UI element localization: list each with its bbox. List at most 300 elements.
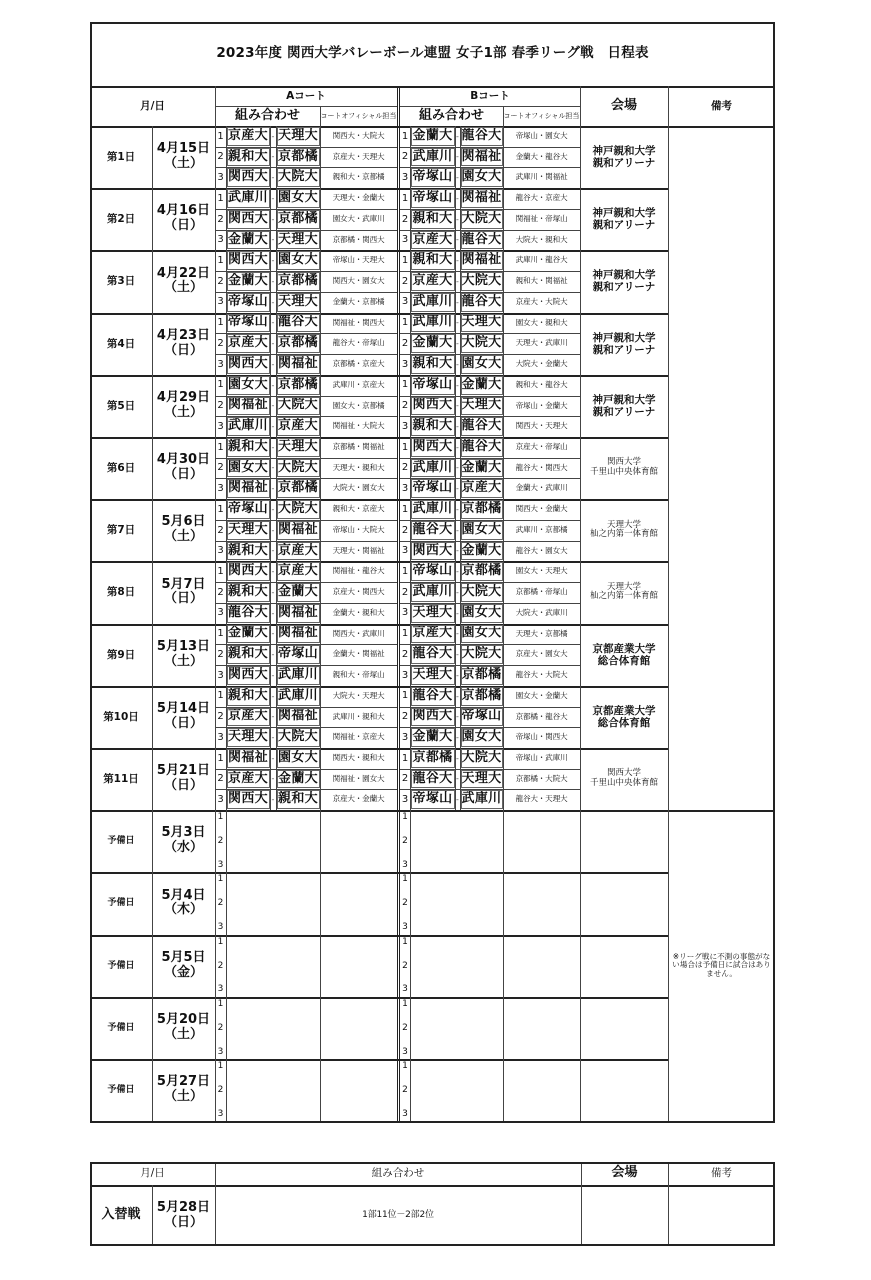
- match-number: 3: [217, 1108, 224, 1119]
- team-home: 武庫川: [228, 418, 268, 434]
- vs-dash: -: [271, 297, 275, 307]
- match-number: 2: [217, 773, 224, 785]
- team-home: 金蘭大: [228, 231, 268, 247]
- match-number: 3: [401, 420, 409, 432]
- team-home: 関西大: [412, 397, 453, 413]
- team-away: 京都橘: [461, 501, 502, 517]
- match-number: 2: [217, 898, 224, 909]
- team-home: 親和大: [412, 355, 453, 371]
- team-away: 関福祉: [278, 708, 318, 724]
- team-home: 関西大: [228, 169, 268, 185]
- match-number: 1: [217, 874, 224, 885]
- court-official: 京都橘・京産大: [332, 359, 385, 369]
- weekday-text: （日）: [163, 778, 203, 794]
- match-number: 1: [217, 192, 224, 204]
- court-official: 大院大・天理大: [332, 690, 385, 700]
- team-home: 親和大: [412, 252, 453, 268]
- team-home: 武庫川: [412, 584, 453, 600]
- vs-dash: -: [271, 774, 275, 784]
- court-official: 親和大・関福祉: [515, 276, 568, 286]
- reserve-day-label: 予備日: [107, 1022, 135, 1033]
- date-text: 5月3日: [161, 825, 206, 841]
- team-away: 大院大: [461, 584, 502, 600]
- court-official: 関西大・金蘭大: [515, 504, 568, 514]
- court-official: 京都橘・大院大: [515, 773, 568, 783]
- team-away: 園女大: [461, 729, 502, 745]
- match-number: 1: [401, 255, 409, 266]
- vs-dash: -: [456, 442, 459, 452]
- team-away: 園女大: [278, 749, 318, 765]
- team-home: 親和大: [412, 210, 453, 226]
- team-home: 帝塚山: [412, 190, 453, 206]
- team-away: 関福祉: [278, 355, 318, 371]
- team-home: 帝塚山: [412, 480, 453, 496]
- match-number: 1: [402, 1061, 408, 1071]
- team-home: 帝塚山: [412, 791, 453, 807]
- vs-dash: -: [271, 546, 275, 556]
- vs-dash: -: [271, 753, 275, 763]
- match-number: 2: [401, 586, 409, 598]
- team-away: 帝塚山: [461, 708, 502, 724]
- court-official: 関西大・親和大: [332, 753, 385, 762]
- match-number: 1: [217, 441, 224, 453]
- match-number: 1: [217, 255, 224, 266]
- match-number: 1: [401, 752, 409, 764]
- team-away: 園女大: [461, 521, 502, 537]
- match-number: 2: [217, 836, 224, 847]
- match-day-label: 第10日: [103, 710, 139, 723]
- match-number: 1: [217, 812, 224, 823]
- vs-dash: -: [271, 504, 275, 514]
- match-day-label: 第9日: [106, 648, 136, 661]
- match-number: 2: [401, 337, 409, 349]
- team-away: 大院大: [461, 646, 502, 662]
- match-number: 1: [217, 503, 224, 515]
- match-day-label: 第8日: [106, 586, 136, 599]
- schedule-table-frame: [90, 22, 775, 1123]
- vs-dash: -: [456, 525, 459, 535]
- vs-dash: -: [271, 733, 275, 743]
- team-away: 武庫川: [278, 687, 318, 703]
- court-official: 京都橘・龍谷大: [515, 711, 568, 721]
- header-notes: 備考: [711, 99, 732, 112]
- team-away: 京都橘: [278, 376, 318, 392]
- vs-dash: -: [456, 131, 459, 141]
- match-number: 1: [217, 628, 224, 640]
- weekday-text: （日）: [163, 218, 203, 234]
- team-home: 京産大: [228, 770, 268, 786]
- team-home: 武庫川: [412, 459, 453, 475]
- court-official: 親和大・京都橘: [332, 172, 385, 182]
- court-official: 武庫川・京都橘: [515, 524, 568, 534]
- vs-dash: -: [456, 567, 459, 577]
- match-number: 3: [401, 545, 409, 557]
- court-official: 龍谷大・帝塚山: [332, 338, 385, 348]
- team-home: 龍谷大: [412, 521, 453, 537]
- court-official: 京都橘・関福祉: [332, 442, 385, 451]
- team-home: 龍谷大: [412, 687, 453, 703]
- vs-dash: -: [456, 608, 459, 618]
- team-away: 大院大: [278, 169, 318, 185]
- vs-dash: -: [456, 152, 459, 162]
- court-official: 武庫川・龍谷大: [515, 255, 568, 265]
- match-number: 2: [402, 960, 408, 971]
- match-number: 3: [402, 984, 408, 995]
- team-away: 京都橘: [278, 148, 318, 164]
- match-number: 2: [402, 1084, 408, 1095]
- court-official: 京都橘・帝塚山: [515, 587, 568, 597]
- team-away: 天理大: [278, 293, 318, 309]
- match-number: 3: [217, 358, 224, 370]
- venue-line: 神戸親和大学: [592, 331, 656, 344]
- team-away: 園女大: [461, 355, 502, 371]
- team-home: 関西大: [412, 438, 453, 454]
- team-away: 京産大: [278, 542, 318, 558]
- vs-dash: -: [456, 297, 459, 307]
- court-official: 園女大・京都橘: [332, 400, 385, 410]
- court-official: 天理大・関福祉: [332, 545, 385, 555]
- match-number: 3: [217, 794, 224, 806]
- court-official: 金蘭大・親和大: [332, 607, 385, 617]
- team-away: 龍谷大: [461, 418, 502, 434]
- match-number: 3: [402, 860, 408, 871]
- date-text: 4月22日: [156, 265, 211, 281]
- reserve-day-label: 予備日: [107, 960, 135, 971]
- venue-line: 親和アリーナ: [592, 405, 656, 418]
- team-away: 大院大: [461, 273, 502, 289]
- team-away: 大院大: [278, 729, 318, 745]
- team-home: 親和大: [228, 687, 268, 703]
- court-official: 京産大・園女大: [515, 649, 568, 659]
- team-away: 京都橘: [278, 480, 318, 496]
- court-official: 帝塚山・大院大: [332, 524, 385, 534]
- match-number: 1: [402, 874, 408, 885]
- team-home: 金蘭大: [412, 729, 453, 745]
- team-home: 天理大: [412, 666, 453, 682]
- match-number: 2: [401, 275, 409, 287]
- header-a-matchup: 組み合わせ: [234, 107, 300, 123]
- match-number: 1: [217, 566, 224, 577]
- match-number: 3: [217, 545, 224, 557]
- match-number: 3: [401, 669, 409, 681]
- team-away: 関福祉: [461, 252, 502, 268]
- court-official: 天理大・親和大: [332, 462, 385, 472]
- team-home: 親和大: [412, 418, 453, 434]
- vs-dash: -: [456, 276, 459, 286]
- team-away: 京都橘: [461, 666, 502, 682]
- venue-line: 京都産業大学: [592, 704, 656, 717]
- court-official: 関福祉・関西大: [332, 317, 385, 327]
- vs-dash: -: [271, 214, 275, 224]
- team-away: 園女大: [461, 169, 502, 185]
- team-home: 関福祉: [228, 749, 268, 765]
- vs-dash: -: [456, 339, 459, 349]
- weekday-text: （日）: [163, 342, 203, 358]
- team-away: 大院大: [278, 501, 318, 517]
- team-home: 龍谷大: [412, 646, 453, 662]
- match-number: 3: [401, 172, 409, 184]
- weekday-text: （水）: [163, 840, 203, 856]
- match-day-label: 第1日: [106, 151, 136, 164]
- court-official: 金蘭大・武庫川: [515, 483, 568, 493]
- court-official: 龍谷大・京産大: [515, 193, 568, 203]
- playoff-matchup: 1部11位－2部2位: [362, 1210, 434, 1221]
- court-official: 帝塚山・関西大: [515, 732, 568, 742]
- vs-dash: -: [456, 774, 459, 784]
- match-number: 1: [217, 130, 224, 142]
- team-home: 帝塚山: [412, 376, 453, 392]
- date-text: 5月14日: [156, 700, 211, 716]
- match-number: 3: [401, 483, 409, 495]
- venue-line: 神戸親和大学: [592, 207, 656, 220]
- court-official: 大院大・武庫川: [515, 607, 568, 617]
- venue-line: 親和アリーナ: [592, 343, 656, 356]
- team-home: 京産大: [228, 335, 268, 351]
- page-title: 2023年度 関西大学バレーボール連盟 女子1部 春季リーグ戦 日程表: [216, 45, 649, 62]
- team-away: 関福祉: [278, 521, 318, 537]
- match-day-label: 第5日: [106, 399, 136, 412]
- court-official: 京産大・関西大: [332, 587, 385, 597]
- vs-dash: -: [271, 318, 275, 328]
- court-official: 親和大・龍谷大: [515, 379, 568, 389]
- vs-dash: -: [271, 650, 275, 660]
- team-away: 龍谷大: [278, 314, 318, 330]
- court-official: 帝塚山・天理大: [332, 255, 385, 265]
- team-home: 親和大: [228, 542, 268, 558]
- match-number: 3: [217, 669, 224, 681]
- match-number: 1: [217, 936, 224, 947]
- vs-dash: -: [456, 795, 459, 805]
- team-home: 天理大: [412, 604, 453, 620]
- team-away: 京都橘: [278, 273, 318, 289]
- court-official: 園女大・天理大: [515, 566, 568, 576]
- vs-dash: -: [271, 339, 275, 349]
- team-away: 天理大: [278, 231, 318, 247]
- court-official: 帝塚山・金蘭大: [515, 400, 568, 410]
- venue-line: 神戸親和大学: [592, 269, 656, 282]
- match-number: 3: [401, 296, 409, 308]
- vs-dash: -: [271, 131, 275, 141]
- team-away: 龍谷大: [461, 127, 502, 143]
- date-text: 5月13日: [156, 638, 211, 654]
- vs-dash: -: [271, 712, 275, 722]
- vs-dash: -: [271, 152, 275, 162]
- team-home: 関福祉: [228, 480, 268, 496]
- match-number: 3: [217, 607, 224, 619]
- team-home: 京都橘: [412, 749, 453, 765]
- team-away: 天理大: [461, 314, 502, 330]
- team-away: 大院大: [461, 210, 502, 226]
- match-number: 2: [401, 773, 409, 785]
- match-number: 1: [401, 130, 409, 142]
- match-number: 3: [401, 731, 409, 743]
- match-number: 3: [217, 420, 224, 432]
- match-number: 2: [402, 1022, 408, 1033]
- court-official: 龍谷大・天理大: [515, 794, 568, 804]
- weekday-text: （土）: [163, 1089, 203, 1105]
- court-official: 親和大・帝塚山: [332, 670, 385, 680]
- match-number: 1: [217, 752, 224, 764]
- weekday-text: （木）: [163, 902, 203, 918]
- match-number: 2: [402, 836, 408, 847]
- match-number: 3: [217, 172, 224, 184]
- vs-dash: -: [271, 276, 275, 286]
- match-number: 3: [217, 234, 224, 246]
- date-text: 4月30日: [156, 452, 211, 468]
- team-away: 京都橘: [278, 210, 318, 226]
- reserve-day-label: 予備日: [107, 1084, 135, 1095]
- team-away: 園女大: [461, 604, 502, 620]
- court-official: 親和大・京産大: [332, 504, 385, 514]
- team-away: 園女大: [278, 190, 318, 206]
- match-number: 3: [401, 358, 409, 370]
- court-official: 大院大・園女大: [332, 483, 385, 493]
- vs-dash: -: [456, 359, 459, 369]
- match-number: 2: [217, 648, 224, 660]
- court-official: 天理大・金蘭大: [332, 193, 385, 203]
- court-official: 京産大・帝塚山: [515, 442, 568, 451]
- venue-line: 天理大学: [606, 581, 641, 592]
- team-home: 関西大: [228, 210, 268, 226]
- team-away: 園女大: [461, 625, 502, 641]
- match-number: 2: [217, 1084, 224, 1095]
- team-home: 金蘭大: [412, 127, 453, 143]
- team-away: 金蘭大: [278, 584, 318, 600]
- match-number: 2: [401, 524, 409, 536]
- vs-dash: -: [456, 173, 459, 183]
- match-number: 3: [402, 922, 408, 933]
- court-official: 関福祉・園女大: [332, 773, 385, 783]
- weekday-text: （土）: [163, 280, 203, 296]
- match-number: 1: [217, 317, 224, 329]
- match-number: 2: [401, 462, 409, 474]
- team-away: 親和大: [278, 791, 318, 807]
- team-home: 金蘭大: [412, 335, 453, 351]
- court-official: 関福祉・帝塚山: [515, 213, 568, 223]
- date-text: 5月5日: [161, 949, 206, 965]
- weekday-text: （土）: [163, 529, 203, 545]
- team-away: 園女大: [278, 252, 318, 268]
- team-away: 京都橘: [461, 563, 502, 579]
- court-official: 天理大・京都橘: [515, 628, 568, 638]
- match-day-label: 第4日: [106, 337, 136, 350]
- venue-line: 千里山中央体育館: [589, 778, 658, 789]
- vs-dash: -: [456, 484, 459, 494]
- vs-dash: -: [271, 235, 275, 245]
- court-official: 武庫川・親和大: [332, 711, 385, 721]
- team-home: 武庫川: [412, 148, 453, 164]
- court-official: 関西大・大院大: [332, 131, 385, 140]
- team-away: 関福祉: [461, 190, 502, 206]
- court-official: 帝塚山・武庫川: [515, 753, 568, 762]
- team-home: 関西大: [228, 666, 268, 682]
- match-day-label: 第2日: [106, 213, 136, 226]
- vs-dash: -: [271, 484, 275, 494]
- venue-line: 千里山中央体育館: [589, 467, 658, 478]
- playoff-header-matchup: 組み合わせ: [371, 1167, 425, 1180]
- header-court-a: Aコート: [286, 89, 326, 102]
- vs-dash: -: [456, 650, 459, 660]
- date-text: 4月16日: [156, 203, 211, 219]
- vs-dash: -: [456, 712, 459, 722]
- vs-dash: -: [271, 442, 275, 452]
- header-court-b: Bコート: [470, 89, 510, 102]
- vs-dash: -: [271, 795, 275, 805]
- header-b-matchup: 組み合わせ: [418, 107, 484, 123]
- vs-dash: -: [456, 587, 459, 597]
- vs-dash: -: [456, 401, 459, 411]
- match-number: 2: [217, 400, 224, 412]
- team-home: 関西大: [412, 708, 453, 724]
- weekday-text: （土）: [163, 653, 203, 669]
- header-venue: 会場: [610, 97, 637, 113]
- weekday-text: （日）: [163, 715, 203, 731]
- playoff-table-frame: [90, 1162, 775, 1246]
- court-official: 関西大・天理大: [515, 421, 568, 431]
- vs-dash: -: [271, 525, 275, 535]
- team-home: 関西大: [228, 563, 268, 579]
- team-away: 大院大: [278, 459, 318, 475]
- match-day-label: 第7日: [106, 524, 136, 537]
- team-away: 京都橘: [278, 335, 318, 351]
- playoff-header-venue: 会場: [611, 1165, 638, 1181]
- venue-line: 神戸親和大学: [592, 393, 656, 406]
- match-number: 2: [401, 213, 409, 225]
- team-home: 京産大: [412, 273, 453, 289]
- vs-dash: -: [456, 629, 459, 639]
- team-home: 園女大: [228, 376, 268, 392]
- match-number: 2: [217, 337, 224, 349]
- court-official: 関福祉・龍谷大: [332, 566, 385, 576]
- venue-line: 神戸親和大学: [592, 145, 656, 158]
- team-home: 龍谷大: [228, 604, 268, 620]
- match-number: 1: [402, 936, 408, 947]
- playoff-header-date: 月/日: [140, 1167, 165, 1180]
- match-number: 2: [401, 648, 409, 660]
- match-number: 3: [217, 731, 224, 743]
- team-home: 帝塚山: [228, 314, 268, 330]
- team-away: 金蘭大: [461, 459, 502, 475]
- court-official: 龍谷大・大院大: [515, 670, 568, 680]
- match-number: 1: [401, 317, 409, 329]
- match-number: 3: [401, 794, 409, 806]
- vs-dash: -: [456, 214, 459, 224]
- team-home: 帝塚山: [228, 501, 268, 517]
- team-home: 帝塚山: [412, 169, 453, 185]
- team-home: 金蘭大: [228, 273, 268, 289]
- match-number: 3: [217, 483, 224, 495]
- match-number: 2: [217, 960, 224, 971]
- court-official: 京都橘・関西大: [332, 234, 385, 244]
- team-away: 帝塚山: [278, 646, 318, 662]
- match-number: 2: [217, 275, 224, 287]
- team-away: 武庫川: [461, 791, 502, 807]
- date-text: 5月28日: [156, 1199, 211, 1215]
- vs-dash: -: [456, 380, 459, 390]
- match-number: 1: [401, 192, 409, 204]
- date-text: 4月23日: [156, 327, 211, 343]
- vs-dash: -: [271, 629, 275, 639]
- weekday-text: （日）: [163, 467, 203, 483]
- match-number: 3: [217, 296, 224, 308]
- venue-line: 総合体育館: [597, 716, 651, 729]
- team-home: 武庫川: [412, 501, 453, 517]
- team-home: 天理大: [228, 521, 268, 537]
- team-home: 武庫川: [412, 293, 453, 309]
- match-number: 3: [217, 984, 224, 995]
- vs-dash: -: [271, 380, 275, 390]
- team-home: 京産大: [412, 625, 453, 641]
